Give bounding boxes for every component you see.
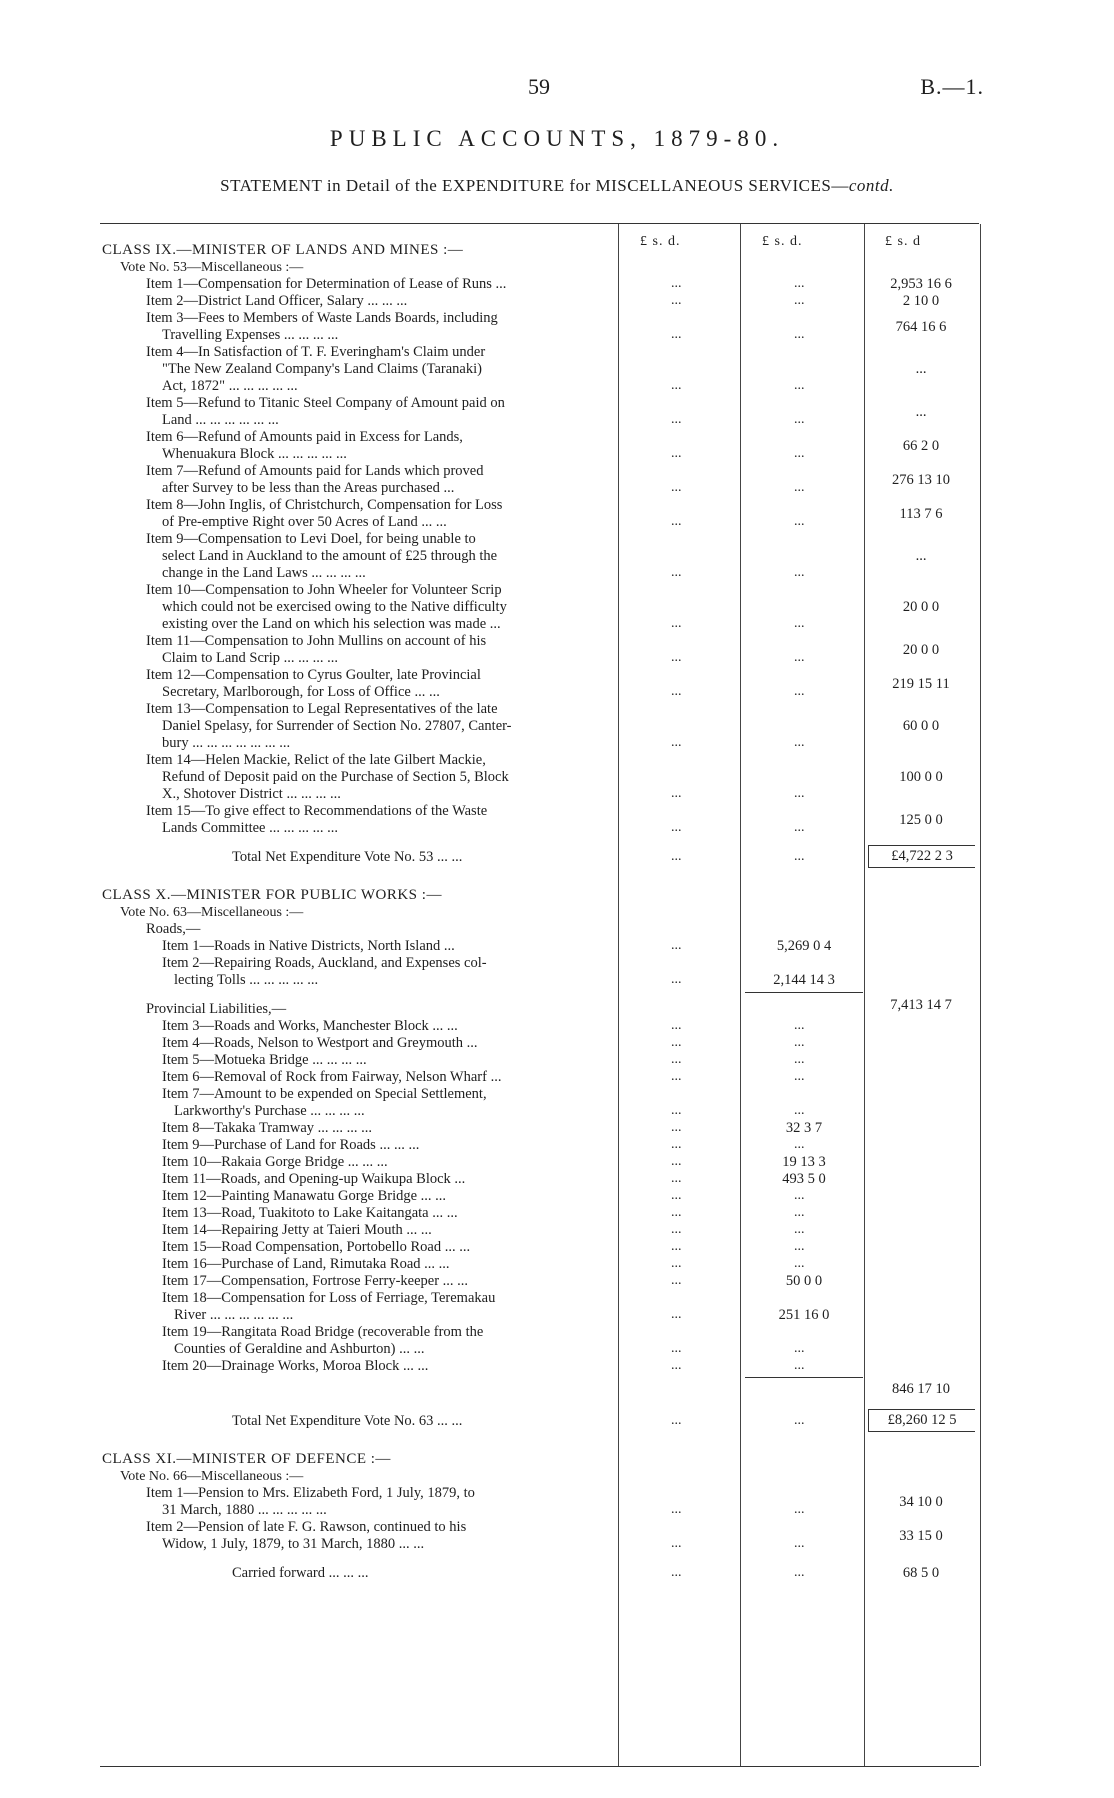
empty-cell-dots: ... xyxy=(671,1205,682,1220)
empty-cell-dots: ... xyxy=(794,565,805,580)
vote-heading: Vote No. 53—Miscellaneous :— xyxy=(120,260,304,275)
empty-cell-dots: ... xyxy=(671,276,682,291)
item-text: bury ... ... ... ... ... ... ... xyxy=(162,735,291,751)
class-heading: CLASS XI.—MINISTER OF DEFENCE :— xyxy=(102,1451,391,1467)
item-text: Item 4—Roads, Nelson to Westport and Greymouth ... xyxy=(162,1035,478,1051)
empty-cell-dots: ... xyxy=(794,1358,805,1373)
item-text: River ... ... ... ... ... ... xyxy=(174,1307,294,1323)
item-text: Item 10—Compensation to John Wheeler for Volunteer Scrip xyxy=(146,582,502,598)
column-divider xyxy=(864,224,865,1766)
column-divider xyxy=(980,224,981,1766)
item-text: 31 March, 1880 ... ... ... ... ... xyxy=(162,1502,327,1518)
vote-heading: Vote No. 66—Miscellaneous :— xyxy=(120,1469,304,1484)
item-text: select Land in Auckland to the amount of £25 through the xyxy=(162,548,498,564)
subtotal-rule xyxy=(745,992,863,993)
item-amount: 276 13 10 xyxy=(892,471,950,488)
item-text: Item 5—Refund to Titanic Steel Company of Amount paid on xyxy=(146,395,505,411)
page-number: 59 xyxy=(528,74,550,99)
empty-cell-dots: ... xyxy=(671,1018,682,1033)
empty-cell-dots: ... xyxy=(794,1188,805,1203)
item-text: Item 8—Takaka Tramway ... ... ... ... xyxy=(162,1120,373,1136)
item-text: Whenuakura Block ... ... ... ... ... xyxy=(162,446,347,462)
item-text: Land ... ... ... ... ... ... xyxy=(162,412,279,428)
item-text: Item 16—Purchase of Land, Rimutaka Road ... ... xyxy=(162,1256,450,1272)
empty-cell-dots: ... xyxy=(671,1035,682,1050)
item-amount: 2,144 14 3 xyxy=(773,972,835,988)
empty-cell-dots: ... xyxy=(671,1413,682,1428)
empty-cell-dots: ... xyxy=(671,650,682,665)
item-text: Item 4—In Satisfaction of T. F. Everingham's Claim under xyxy=(146,344,486,360)
empty-cell-dots: ... xyxy=(794,1018,805,1033)
page-subtitle xyxy=(0,176,1114,196)
item-text: Item 1—Pension to Mrs. Elizabeth Ford, 1 July, 1879, to xyxy=(146,1485,475,1501)
empty-cell-dots: ... xyxy=(794,735,805,750)
item-text: Item 14—Helen Mackie, Relict of the late Gilbert Mackie, xyxy=(146,752,486,768)
item-amount: 113 7 6 xyxy=(899,505,943,522)
empty-cell-dots: ... xyxy=(794,1565,805,1580)
empty-cell-dots: ... xyxy=(794,412,805,427)
item-text: Larkworthy's Purchase ... ... ... ... xyxy=(174,1103,365,1119)
subtotal-amount: 7,413 14 7 xyxy=(890,997,952,1013)
item-amount: ... xyxy=(915,361,927,377)
item-text: Secretary, Marlborough, for Loss of Office ... ... xyxy=(162,684,440,700)
total-label: Total Net Expenditure Vote No. 53 ... ... xyxy=(232,849,463,865)
item-text: Item 1—Compensation for Determination of Lease of Runs ... xyxy=(146,276,507,292)
empty-cell-dots: ... xyxy=(794,820,805,835)
empty-cell-dots: ... xyxy=(671,1536,682,1551)
empty-cell-dots: ... xyxy=(671,378,682,393)
item-amount: 32 3 7 xyxy=(785,1120,823,1136)
group-label: Roads,— xyxy=(146,921,201,937)
item-amount: 20 0 0 xyxy=(902,641,940,658)
empty-cell-dots: ... xyxy=(794,378,805,393)
column-header-3: £ s. d xyxy=(885,234,921,249)
empty-cell-dots: ... xyxy=(671,1052,682,1067)
subtotal-rule xyxy=(745,1377,863,1378)
total-amount: £4,722 2 3 xyxy=(868,845,975,868)
empty-cell-dots: ... xyxy=(794,786,805,801)
column-header-2: £ s. d. xyxy=(762,234,803,249)
empty-cell-dots: ... xyxy=(671,1502,682,1517)
item-amount: 493 5 0 xyxy=(782,1171,826,1187)
item-text: Item 18—Compensation for Loss of Ferriage, Teremakau xyxy=(162,1290,496,1306)
item-text: Lands Committee ... ... ... ... ... xyxy=(162,820,338,836)
empty-cell-dots: ... xyxy=(671,1154,682,1169)
item-amount: 20 0 0 xyxy=(902,599,940,615)
item-amount: 219 15 11 xyxy=(892,675,950,692)
item-text: lecting Tolls ... ... ... ... ... xyxy=(174,972,319,988)
empty-cell-dots: ... xyxy=(671,565,682,580)
item-text: Item 13—Road, Tuakitoto to Lake Kaitangata ... ... xyxy=(162,1205,458,1221)
vote-heading: Vote No. 63—Miscellaneous :— xyxy=(120,905,304,920)
empty-cell-dots: ... xyxy=(671,1103,682,1118)
group-label: Provincial Liabilities,— xyxy=(146,1001,287,1017)
item-amount: ... xyxy=(915,548,927,564)
item-amount: 34 10 0 xyxy=(899,1493,943,1510)
expenditure-table xyxy=(100,223,979,1767)
empty-cell-dots: ... xyxy=(671,1307,682,1322)
item-text: of Pre-emptive Right over 50 Acres of Land ... ... xyxy=(162,514,447,530)
item-text: "The New Zealand Company's Land Claims (Taranaki) xyxy=(162,361,482,377)
item-text: Item 2—Pension of late F. G. Rawson, continued to his xyxy=(146,1519,467,1535)
empty-cell-dots: ... xyxy=(794,1052,805,1067)
empty-cell-dots: ... xyxy=(794,1239,805,1254)
item-text: Item 13—Compensation to Legal Representatives of the late xyxy=(146,701,498,717)
item-amount: 60 0 0 xyxy=(902,718,940,734)
empty-cell-dots: ... xyxy=(671,735,682,750)
item-text: Item 6—Refund of Amounts paid in Excess for Lands, xyxy=(146,429,463,445)
empty-cell-dots: ... xyxy=(671,1239,682,1254)
empty-cell-dots: ... xyxy=(794,1341,805,1356)
item-amount: 66 2 0 xyxy=(902,437,940,454)
item-text: Item 2—District Land Officer, Salary ... ... ... xyxy=(146,293,408,309)
empty-cell-dots: ... xyxy=(794,849,805,864)
empty-cell-dots: ... xyxy=(794,1137,805,1152)
item-text: Item 7—Refund of Amounts paid for Lands which proved xyxy=(146,463,484,479)
empty-cell-dots: ... xyxy=(671,1222,682,1237)
empty-cell-dots: ... xyxy=(794,1205,805,1220)
empty-cell-dots: ... xyxy=(671,1273,682,1288)
empty-cell-dots: ... xyxy=(671,972,682,987)
item-text: existing over the Land on which his selection was made ... xyxy=(162,616,501,632)
empty-cell-dots: ... xyxy=(671,1120,682,1135)
total-label: Total Net Expenditure Vote No. 63 ... ... xyxy=(232,1413,463,1429)
subtitle-contd: contd. xyxy=(848,176,894,195)
document-reference: B.—1. xyxy=(920,74,984,99)
item-text: Item 15—To give effect to Recommendations of the Waste xyxy=(146,803,488,819)
item-amount: 251 16 0 xyxy=(778,1307,830,1323)
item-amount: 5,269 0 4 xyxy=(776,938,832,954)
empty-cell-dots: ... xyxy=(671,446,682,461)
item-text: Item 11—Compensation to John Mullins on account of his xyxy=(146,633,487,649)
item-text: Daniel Spelasy, for Surrender of Section No. 27807, Canter- xyxy=(162,718,512,734)
empty-cell-dots: ... xyxy=(794,327,805,342)
item-text: Counties of Geraldine and Ashburton) ... ... xyxy=(174,1341,425,1357)
empty-cell-dots: ... xyxy=(671,412,682,427)
empty-cell-dots: ... xyxy=(671,327,682,342)
item-amount: 19 13 3 xyxy=(782,1154,826,1170)
empty-cell-dots: ... xyxy=(671,480,682,495)
total-amount: £8,260 12 5 xyxy=(868,1409,975,1432)
class-heading: CLASS IX.—MINISTER OF LANDS AND MINES :— xyxy=(102,242,464,258)
item-amount: 2,953 16 6 xyxy=(890,276,952,292)
empty-cell-dots: ... xyxy=(794,1069,805,1084)
item-text: Act, 1872" ... ... ... ... ... xyxy=(162,378,298,394)
item-amount: ... xyxy=(915,403,927,420)
item-text: Travelling Expenses ... ... ... ... xyxy=(162,327,339,343)
empty-cell-dots: ... xyxy=(671,1137,682,1152)
item-text: Widow, 1 July, 1879, to 31 March, 1880 ... ... xyxy=(162,1536,425,1552)
item-text: Item 14—Repairing Jetty at Taieri Mouth ... ... xyxy=(162,1222,432,1238)
empty-cell-dots: ... xyxy=(671,616,682,631)
item-text: Item 1—Roads in Native Districts, North Island ... xyxy=(162,938,455,954)
item-amount: 50 0 0 xyxy=(785,1273,823,1289)
empty-cell-dots: ... xyxy=(794,1502,805,1517)
empty-cell-dots: ... xyxy=(794,1103,805,1118)
empty-cell-dots: ... xyxy=(794,514,805,529)
empty-cell-dots: ... xyxy=(671,1565,682,1580)
item-text: Item 7—Amount to be expended on Special Settlement, xyxy=(162,1086,487,1102)
item-text: Item 9—Purchase of Land for Roads ... ... ... xyxy=(162,1137,420,1153)
class-heading: CLASS X.—MINISTER FOR PUBLIC WORKS :— xyxy=(102,887,442,903)
empty-cell-dots: ... xyxy=(671,1256,682,1271)
item-text: Item 3—Roads and Works, Manchester Block ... ... xyxy=(162,1018,458,1034)
empty-cell-dots: ... xyxy=(671,514,682,529)
item-text: Item 5—Motueka Bridge ... ... ... ... xyxy=(162,1052,367,1068)
empty-cell-dots: ... xyxy=(794,684,805,699)
empty-cell-dots: ... xyxy=(794,276,805,291)
column-divider xyxy=(740,224,741,1766)
empty-cell-dots: ... xyxy=(671,1069,682,1084)
column-divider xyxy=(618,224,619,1766)
item-text: Item 19—Rangitata Road Bridge (recoverable from the xyxy=(162,1324,484,1340)
column-header-1: £ s. d. xyxy=(640,234,681,249)
item-text: Item 8—John Inglis, of Christchurch, Compensation for Loss xyxy=(146,497,503,513)
item-text: Item 12—Compensation to Cyrus Goulter, late Provincial xyxy=(146,667,481,683)
empty-cell-dots: ... xyxy=(794,1413,805,1428)
item-amount: 33 15 0 xyxy=(899,1527,943,1544)
empty-cell-dots: ... xyxy=(671,684,682,699)
item-amount: 2 10 0 xyxy=(902,293,940,309)
item-text: Item 12—Painting Manawatu Gorge Bridge ... ... xyxy=(162,1188,447,1204)
carried-forward-amount: 68 5 0 xyxy=(902,1565,940,1581)
carried-forward-label: Carried forward ... ... ... xyxy=(232,1565,369,1581)
item-text: Item 17—Compensation, Fortrose Ferry-keeper ... ... xyxy=(162,1273,469,1289)
item-text: Refund of Deposit paid on the Purchase of Section 5, Block xyxy=(162,769,509,785)
empty-cell-dots: ... xyxy=(671,849,682,864)
item-text: Claim to Land Scrip ... ... ... ... xyxy=(162,650,338,666)
item-text: Item 11—Roads, and Opening-up Waikupa Block ... xyxy=(162,1171,466,1187)
empty-cell-dots: ... xyxy=(671,1188,682,1203)
item-text: Item 9—Compensation to Levi Doel, for being unable to xyxy=(146,531,476,547)
empty-cell-dots: ... xyxy=(671,1171,682,1186)
empty-cell-dots: ... xyxy=(671,1358,682,1373)
empty-cell-dots: ... xyxy=(671,293,682,308)
empty-cell-dots: ... xyxy=(794,650,805,665)
empty-cell-dots: ... xyxy=(671,938,682,953)
item-text: Item 2—Repairing Roads, Auckland, and Expenses col- xyxy=(162,955,487,971)
page-title: PUBLIC ACCOUNTS, 1879-80. xyxy=(329,126,785,151)
item-text: change in the Land Laws ... ... ... ... xyxy=(162,565,366,581)
empty-cell-dots: ... xyxy=(794,480,805,495)
empty-cell-dots: ... xyxy=(794,293,805,308)
item-text: X., Shotover District ... ... ... ... xyxy=(162,786,341,802)
item-amount: 125 0 0 xyxy=(899,811,943,828)
subtitle-main: STATEMENT in Detail of the EXPENDITURE for MISCELLANEOUS SERVICES— xyxy=(220,176,849,195)
empty-cell-dots: ... xyxy=(794,1222,805,1237)
item-amount: 100 0 0 xyxy=(899,769,943,785)
empty-cell-dots: ... xyxy=(671,820,682,835)
item-text: Item 3—Fees to Members of Waste Lands Boards, including xyxy=(146,310,498,326)
item-text: Item 15—Road Compensation, Portobello Road ... ... xyxy=(162,1239,471,1255)
item-text: Item 10—Rakaia Gorge Bridge ... ... ... xyxy=(162,1154,388,1170)
empty-cell-dots: ... xyxy=(671,786,682,801)
item-amount: 764 16 6 xyxy=(895,318,947,335)
subtotal-amount: 846 17 10 xyxy=(892,1381,950,1397)
item-text: which could not be exercised owing to the Native difficulty xyxy=(162,599,507,615)
empty-cell-dots: ... xyxy=(794,446,805,461)
empty-cell-dots: ... xyxy=(794,1536,805,1551)
empty-cell-dots: ... xyxy=(794,1035,805,1050)
empty-cell-dots: ... xyxy=(794,616,805,631)
item-text: Item 20—Drainage Works, Moroa Block ... ... xyxy=(162,1358,429,1374)
item-text: after Survey to be less than the Areas purchased ... xyxy=(162,480,455,496)
empty-cell-dots: ... xyxy=(794,1256,805,1271)
item-text: Item 6—Removal of Rock from Fairway, Nelson Wharf ... xyxy=(162,1069,502,1085)
empty-cell-dots: ... xyxy=(671,1341,682,1356)
